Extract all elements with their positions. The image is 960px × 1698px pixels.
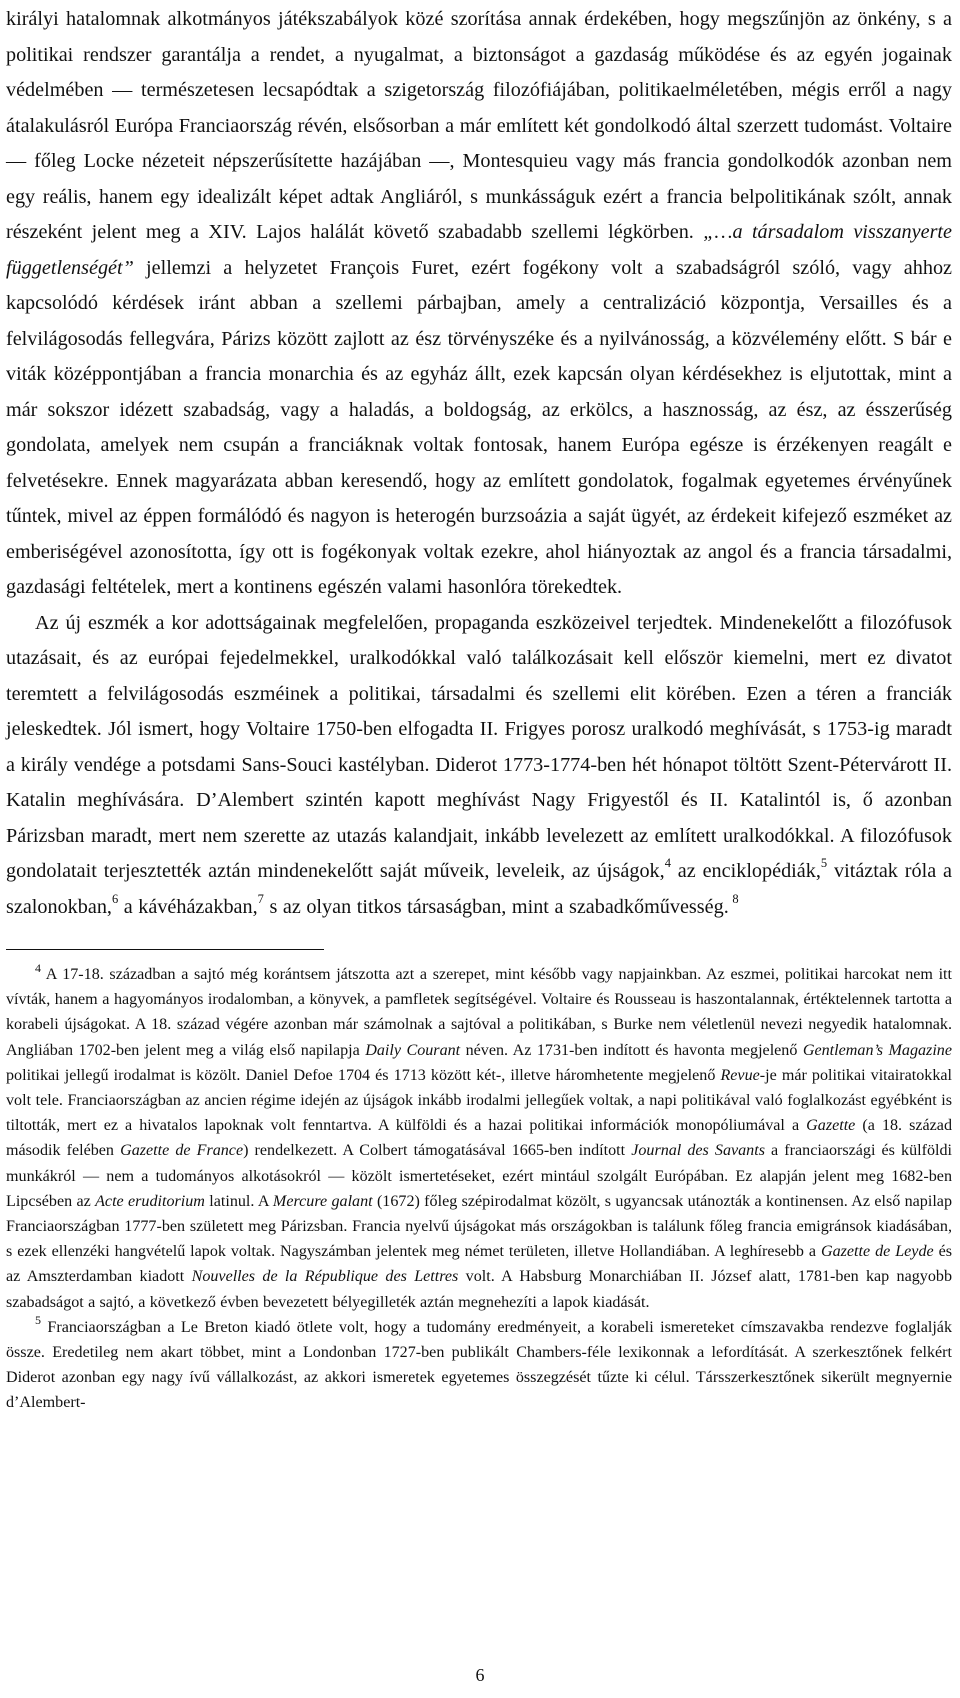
footnote-ref-4[interactable]: 4 — [664, 856, 671, 871]
footnote-4-text-10: és az Amszterdamban kiadott — [6, 1243, 952, 1286]
footnote-ref-7[interactable]: 7 — [257, 891, 264, 906]
footnote-4-text-3: politikai jellegű irodalmat is közölt. Daniel Defoe 1704 és 1713 között két-, illetve háromhetente megjelenő — [6, 1066, 721, 1084]
page-number: 6 — [475, 1665, 485, 1685]
footnote-5-number: 5 — [35, 1313, 41, 1328]
footnote-4-text-1: A 17-18. században a sajtó még korántsem játszotta azt a szerepet, mint később vagy napjainkban. Az eszmei, politikai harcokat nem itt vívták, hanem a hagyományos irodalomban, a könyvek, a pamfletek segítségével. Voltaire és Rousseau is haszontalannak, értéktelennek tartotta a korabeli újságokat. A 18. század végére azonban már számolnak a sajtóval a politikában, s Burke nem véletlenül nevezi negyedik hatalomnak. Angliában 1702-ben jelent meg a világ első napilapja — [6, 966, 952, 1059]
paragraph-2-text-a: Az új eszmék a kor adottságainak megfelelően, propaganda eszközeivel terjedtek. Mindenekelőtt a filozófusok utazásait, és az európai fejedelmekkel, uralkodókkal való találkozásait kell először kiemelni, mert ez divatot teremtett a felvilágosodás eszméinek a politikai, társadalmi és szellemi elit körében. Ezen a téren a franciák jeleskedtek. Jól ismert, hogy Voltaire 1750-ben elfogadta II. Frigyes porosz uralkodó meghívását, s 1753-ig maradt a király vendége a potsdami Sans-Souci kastélyban. Diderot 1773-1774-ben hét hónapot töltött Szent-Pétervárott II. Katalin meghívására. D’Alembert szintén kapott meghívást Nagy Frigyestől és II. Katalintól is, ő azonban Párizsban maradt, mert nem szerette az utazás kalandjait, inkább levelezett az említett uralkodókkal. A filozófusok gondolatait terjesztették aztán mindenekelőtt saját műveik, leveleik, az újságok, — [6, 611, 952, 882]
footnote-4-text-4: -je már politikai vitairatokkal volt tele. Franciaországban az ancien régime idején az újságok inkább irodalmi jellegűek voltak, a napi politikával való foglalkozást egyébként is tiltották, mert ez a hivatalos lapoknak volt fenntartva. A külföldi és a hazai politikai információk monopóliumával a — [6, 1066, 952, 1135]
paragraph-2-text-c: vitáztak róla a szalonokban, — [6, 860, 952, 918]
paragraph-1 — [6, 2, 952, 606]
footnote-4-title-gazette-de-leyde: Gazette de Leyde — [820, 1243, 934, 1261]
footnote-4-title-gazette-de-france: Gazette de France — [120, 1142, 244, 1160]
paragraph-1-text-a: királyi hatalomnak alkotmányos játékszabályok közé szorítása annak érdekében, hogy megszűnjön az önkény, s a politikai rendszer garantálja a rendet, a nyugalmat, a biztonságot a gazdaság működése és az egyén jogainak védelmében ― természetesen lecsapódtak a szigetország filozófiájában, politikaelméletében, mégis erről a nagy átalakulásról Európa Franciaország révén, elsősorban a már említett két gondolkodó által szerzett tudomást. Voltaire ― főleg Locke nézeteit népszerűsítette hazájában ―, Montesquieu vagy más francia gondolkodók azonban nem egy reális, hanem egy idealizált képet adtak Angliáról, s munkásságuk ezért a francia belpolitikának szólt, annak részeként jelent meg a XIV. Lajos halálát követő szabadabb szellemi légkörben. — [6, 8, 952, 243]
footnote-5-text: Franciaországban a Le Breton kiadó ötlete volt, hogy a tudomány eredményeit, a korabeli ismereteket címszavakba rendezve foglalják össze. Eredetileg nem akart többet, mint a Londonban 1727-ben publikált Chambers-féle lexikonnak a lefordítását. A szerkesztőnek felkért Diderot azonban egy nagy ívű vállalkozást, az akkori ismeretek egyetemes összegzését tűzte ki célul. Társszerkesztőnek sikerült megnyernie d’Alembert- — [6, 1318, 952, 1412]
body-text — [6, 0, 952, 925]
footnote-4-title-daily-courant: Daily Courant — [365, 1041, 461, 1059]
footnote-4-title-revue: Revue — [720, 1066, 760, 1084]
footnote-4-title-gentlemans-magazine: Gentleman’s Magazine — [802, 1041, 952, 1059]
footnote-5 — [6, 1315, 952, 1416]
footnotes — [6, 962, 952, 1416]
footnote-4-text-11: volt. A Habsburg Monarchiában II. József alatt, 1781-ben kap nagyobb szabadságot a sajtó, a következő évben bevezetett bélyegilleték aztán megnehezíti a lapok kiadását. — [6, 1268, 952, 1311]
footnote-4-text-5: (a 18. század második felében — [6, 1117, 952, 1160]
footnote-4-text-8: latinul. A — [204, 1192, 273, 1210]
footnote-4-number: 4 — [35, 960, 41, 975]
footnote-4-text-6: ) rendelkezett. A Colbert támogatásával 1665-ben indított — [243, 1142, 632, 1160]
footnote-4-text-9: (1672) főleg szépirodalmat közölt, s ugyancsak utánozták a kontinensen. Az első napilap Franciaországban 1777-ben született meg Párizsban. Francia nyelvű újságokat más országokban is találunk főleg francia emigránsok kiadásában, s ezek ellenzéki hangvételű lapok voltak. Nagyszámban jelentek meg német területen, illetve Hollandiában. A leghíresebb a — [6, 1192, 952, 1261]
footnote-4-title-acte-eruditorium: Acte eruditorium — [95, 1192, 205, 1210]
paragraph-2-text-b: az enciklopédiák, — [670, 860, 821, 882]
footnote-4-title-gazette: Gazette — [806, 1117, 856, 1135]
footnote-ref-6[interactable]: 6 — [111, 891, 119, 906]
footnote-separator — [6, 949, 324, 950]
paragraph-2-text-d: a kávéházakban, — [118, 895, 258, 918]
footnote-4-title-nouvelles: Nouvelles de la République des Lettres — [191, 1268, 459, 1286]
paragraph-2-text-e: s az olyan titkos társaságban, mint a szabadkőművesség. — [263, 895, 729, 918]
paragraph-1-text-b: jellemzi a helyzetet François Furet, ezért fogékony volt a szabadságról szóló, vagy ahhoz kapcsolódó kérdések iránt abban a szellemi párbajban, amely a centralizáció központja, Versailles és a felvilágosodás fellegvára, Párizs között zajlott az ész törvényszéke és a nyilvánosság, a közvélemény előtt. S bár e viták középpontjában a francia monarchia és az egyház állt, ezek kapcsán olyan kérdésekhez is eljutottak, mint a már sokszor idézett szabadság, vagy a haladás, a boldogság, az erkölcs, a hasznosság, az ész, az ésszerűség gondolata, amelyek nem csupán a franciáknak voltak fontosak, hanem Európa egésze is érzékenyen reagált e felvetésekre. Ennek magyarázata abban keresendő, hogy az említett gondolatok, fogalmak egyetemes érvényűnek tűntek, mivel az éppen formálódó és nagyon is heterogén burzsoázia a saját ügyét, az érdekeit kifejező eszméket az emberiségével azonosította, így ott is fogékonyak voltak ezekre, ahol hiányoztak az angol és a francia társadalmi, gazdasági feltételek, mert a kontinens egészén valami hasonlóra törekedtek. — [6, 256, 952, 598]
footnote-ref-8[interactable]: 8 — [728, 891, 739, 906]
furet-quote: „…a társadalom visszanyerte függetlenségét” — [6, 221, 952, 279]
paragraph-2 — [6, 606, 952, 926]
footnote-4-text-2: néven. Az 1731-ben indított és havonta megjelenő — [460, 1041, 803, 1059]
footnote-4 — [6, 962, 952, 1315]
footnote-4-title-mercure-galant: Mercure galant — [272, 1192, 373, 1210]
footnote-ref-5[interactable]: 5 — [820, 856, 828, 871]
footnote-4-text-7: a franciaországi és külföldi munkákról ― nem a tudományos alkotásokról ― közölt ismertetéseket, ezért mintául szolgált Európában. Ez alapján jelent meg 1682-ben Lipcsében az — [6, 1142, 952, 1210]
footnote-4-title-journal-des-savants: Journal des Savants — [631, 1142, 765, 1160]
